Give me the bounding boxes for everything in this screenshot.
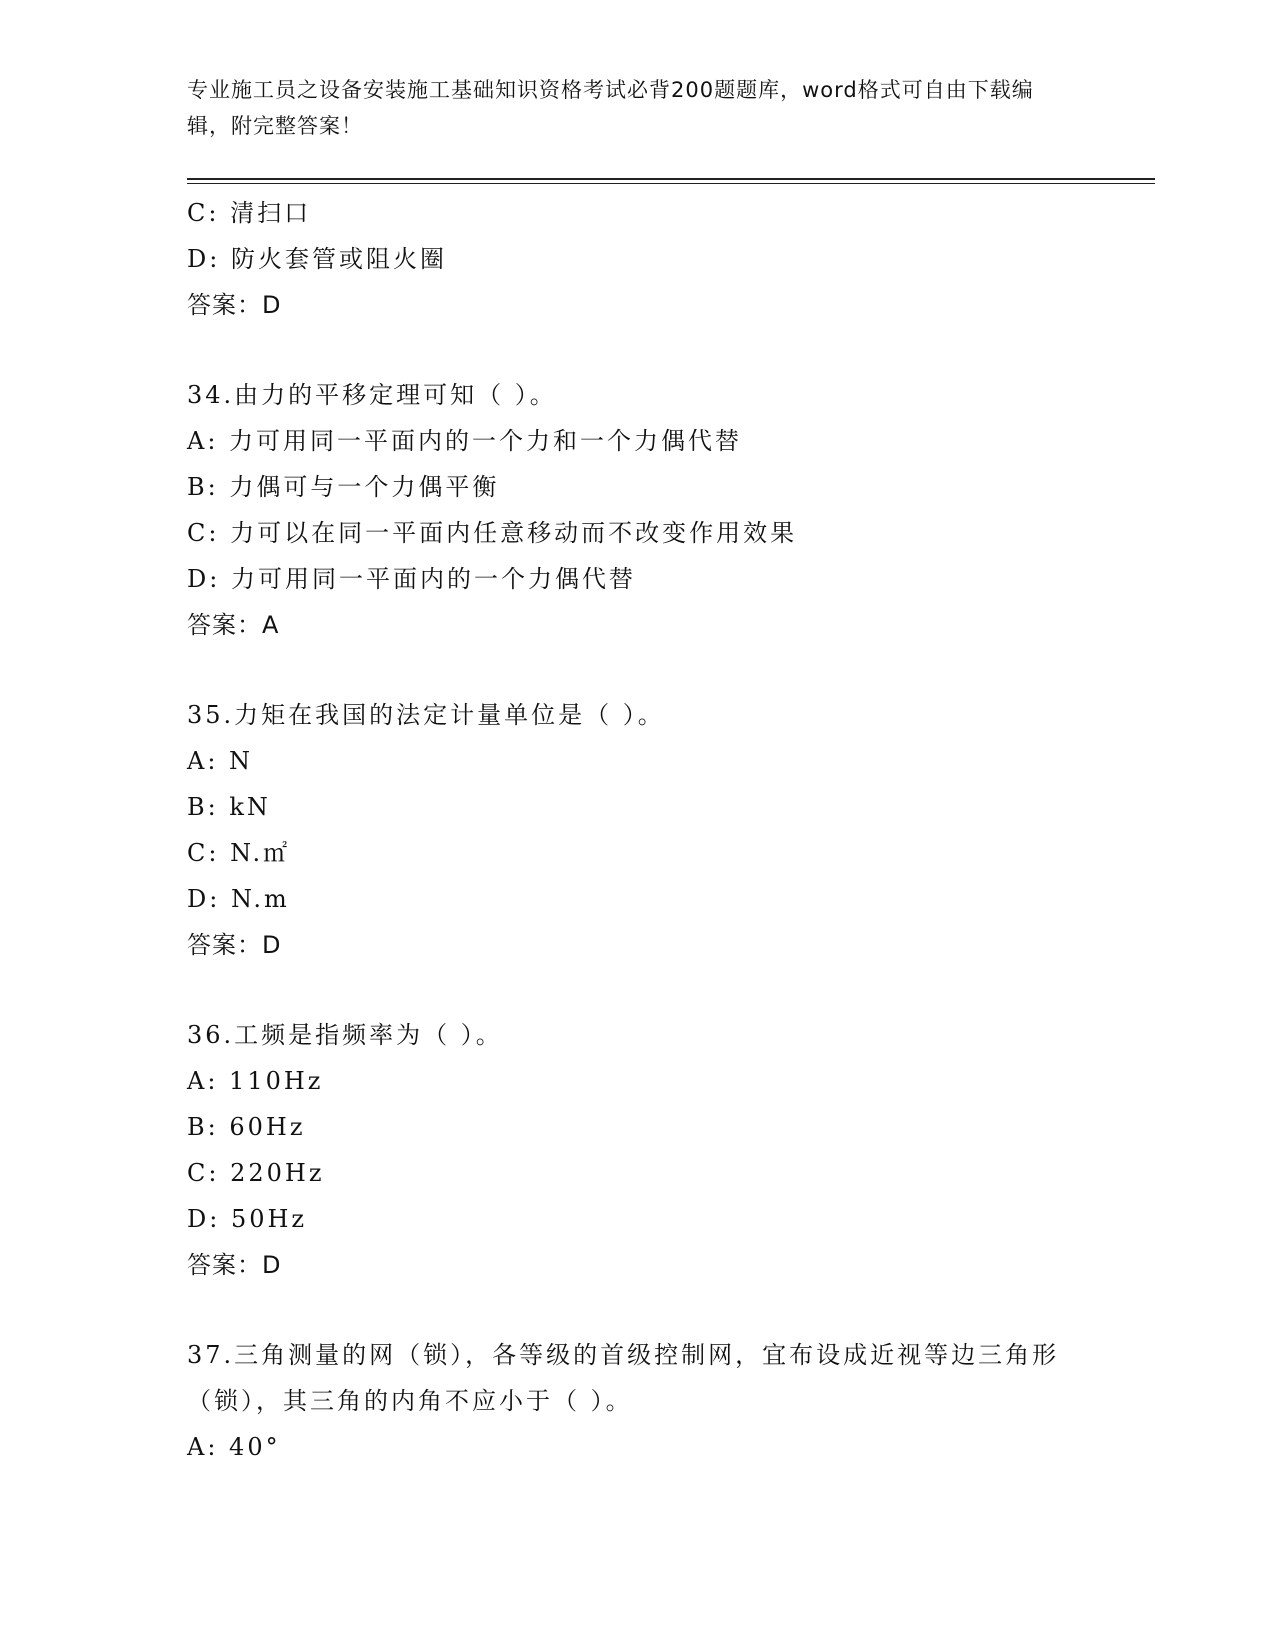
question-stem: 37.三角测量的网（锁），各等级的首级控制网，宜布设成近视等边三角形（锁），其三角的内角不应小于（ ）。 <box>187 1341 1060 1415</box>
answer-label: 答案：D <box>187 1251 282 1279</box>
question-stem: 34.由力的平移定理可知（ ）。 <box>187 381 557 409</box>
header-divider <box>187 178 1155 184</box>
option-a: A: N <box>187 747 254 775</box>
option-a: A: 40° <box>187 1433 281 1461</box>
question-34 <box>187 372 1087 648</box>
option-c: C: 清扫口 <box>187 199 312 227</box>
spacer <box>187 968 1087 1012</box>
option-b: B: kN <box>187 793 271 821</box>
option-c: C: 力可以在同一平面内任意移动而不改变作用效果 <box>187 519 798 547</box>
option-b: B: 力偶可与一个力偶平衡 <box>187 473 500 501</box>
question-36 <box>187 1012 1087 1288</box>
spacer <box>187 648 1087 692</box>
question-35 <box>187 692 1087 968</box>
partial-question <box>187 190 1087 328</box>
document-body <box>187 190 1087 1470</box>
question-stem: 36.工频是指频率为（ ）。 <box>187 1021 503 1049</box>
option-c: C: 220Hz <box>187 1159 325 1187</box>
page-header <box>187 72 1067 144</box>
answer-label: 答案：A <box>187 611 280 639</box>
option-a: A: 110Hz <box>187 1067 324 1095</box>
answer-label: 答案：D <box>187 931 282 959</box>
spacer <box>187 328 1087 372</box>
spacer <box>187 1288 1087 1332</box>
option-d: D: 力可用同一平面内的一个力偶代替 <box>187 565 636 593</box>
option-d: D: N.m <box>187 885 290 913</box>
answer-label: 答案：D <box>187 291 282 319</box>
option-a: A: 力可用同一平面内的一个力和一个力偶代替 <box>187 427 743 455</box>
option-c: C: N.㎡ <box>187 839 291 867</box>
document-title: 专业施工员之设备安装施工基础知识资格考试必背200题题库，word格式可自由下载编辑，附完整答案！ <box>187 78 1034 138</box>
question-37 <box>187 1332 1087 1470</box>
option-d: D: 50Hz <box>187 1205 308 1233</box>
option-b: B: 60Hz <box>187 1113 306 1141</box>
option-d: D: 防火套管或阻火圈 <box>187 245 447 273</box>
question-stem: 35.力矩在我国的法定计量单位是（ ）。 <box>187 701 665 729</box>
